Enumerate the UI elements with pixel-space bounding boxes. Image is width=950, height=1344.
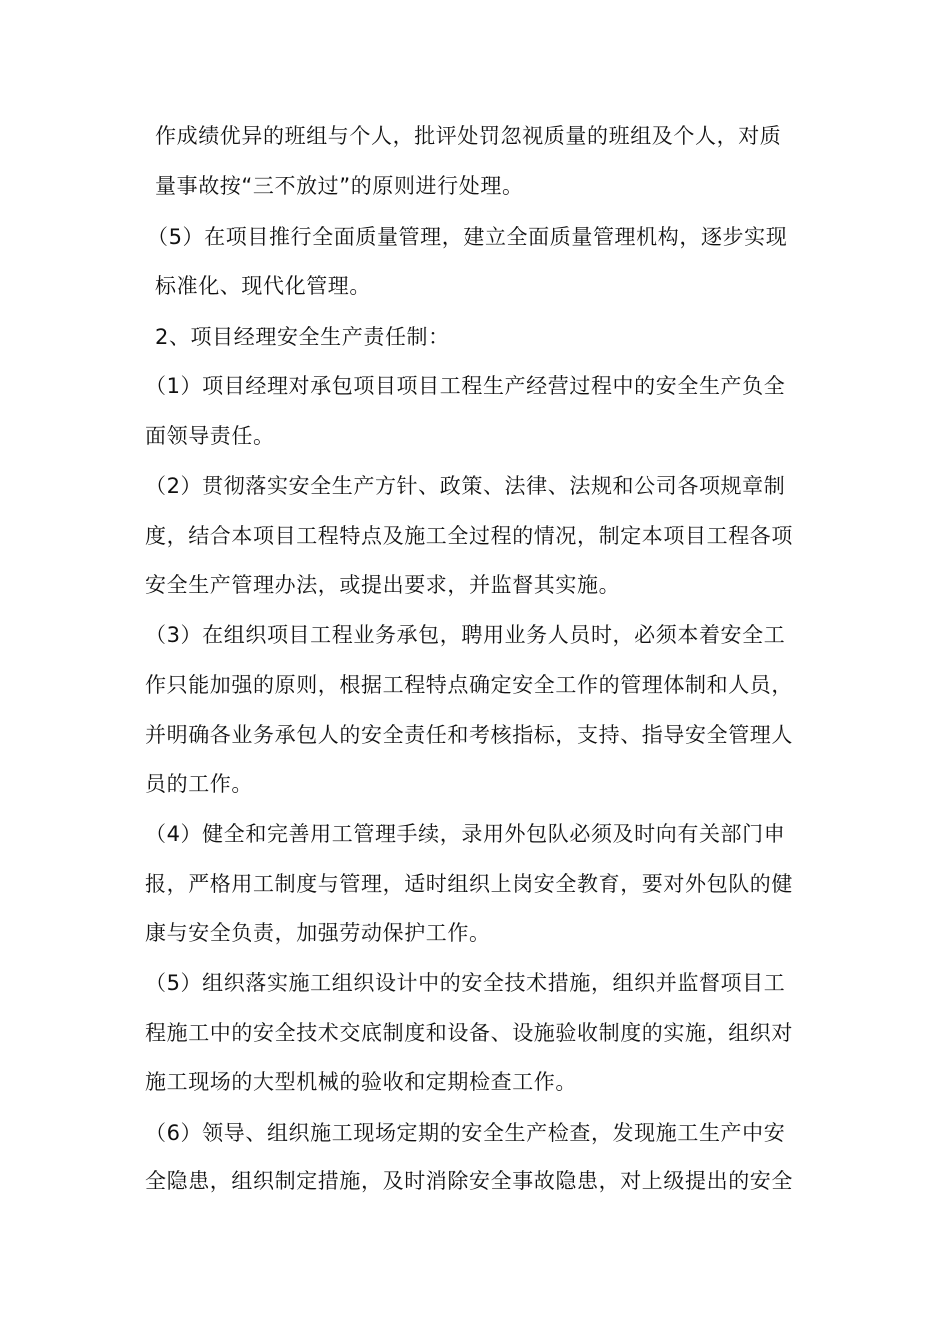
text-line: 标准化、现代化管理。: [155, 274, 371, 298]
text-line: （4）健全和完善用工管理手续，录用外包队必须及时向有关部门申: [145, 822, 786, 846]
text-line: （5）在项目推行全面质量管理，建立全面质量管理机构，逐步实现: [147, 225, 788, 249]
text-line: 康与安全负责，加强劳动保护工作。: [145, 921, 491, 945]
text-line: （1）项目经理对承包项目项目工程生产经营过程中的安全生产负全: [145, 374, 786, 398]
text-line: 程施工中的安全技术交底制度和设备、设施验收制度的实施，组织对: [145, 1021, 793, 1045]
text-line: 施工现场的大型机械的验收和定期检查工作。: [145, 1070, 577, 1094]
text-line: 度，结合本项目工程特点及施工全过程的情况，制定本项目工程各项: [145, 524, 793, 548]
text-line: 安全生产管理办法，或提出要求，并监督其实施。: [145, 573, 621, 597]
text-line: 作成绩优异的班组与个人，批评处罚忽视质量的班组及个人，对质: [155, 124, 782, 148]
text-line: 并明确各业务承包人的安全责任和考核指标，支持、指导安全管理人: [145, 723, 793, 747]
text-line: 量事故按“三不放过”的原则进行处理。: [155, 174, 524, 198]
text-line: 员的工作。: [145, 772, 253, 796]
text-line: （2）贯彻落实安全生产方针、政策、法律、法规和公司各项规章制: [145, 474, 786, 498]
text-line: 全隐患，组织制定措施，及时消除安全事故隐患，对上级提出的安全: [145, 1169, 793, 1193]
text-line: （6）领导、组织施工现场定期的安全生产检查，发现施工生产中安: [145, 1121, 786, 1145]
section-heading: 2、项目经理安全生产责任制：: [155, 325, 450, 349]
text-line: （5）组织落实施工组织设计中的安全技术措施，组织并监督项目工: [145, 971, 786, 995]
text-line: 作只能加强的原则，根据工程特点确定安全工作的管理体制和人员，: [145, 673, 793, 697]
text-line: 面领导责任。: [145, 424, 275, 448]
text-line: 报，严格用工制度与管理，适时组织上岗安全教育，要对外包队的健: [145, 872, 793, 896]
text-line: （3）在组织项目工程业务承包，聘用业务人员时，必须本着安全工: [145, 623, 786, 647]
